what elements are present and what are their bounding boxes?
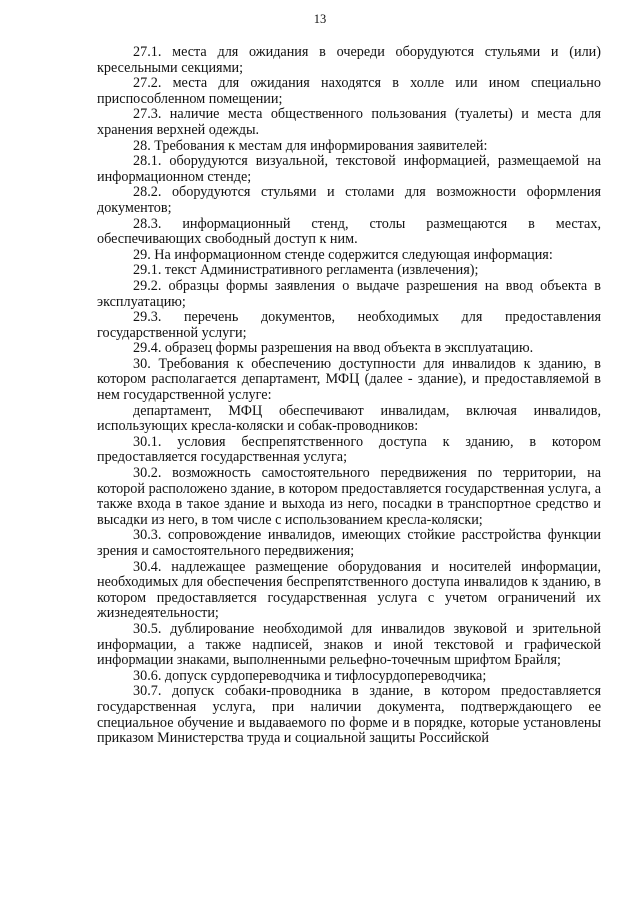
paragraph-30-3: 30.3. сопровождение инвалидов, имеющих стойкие расстройства функции зрения и самостоятельного передвижения; [97, 527, 601, 559]
paragraph-30: 30. Требования к обеспечению доступности для инвалидов к зданию, в котором располагается департамент, МФЦ (далее - здание), и предоставляемой в нем государственной услуге: [97, 355, 601, 404]
paragraph-29: 29. На информационном стенде содержится следующая информация: [133, 246, 553, 263]
paragraph-29-1: 29.1. текст Административного регламента (извлечения); [133, 262, 479, 279]
paragraph-28: 28. Требования к местам для информирования заявителей: [133, 137, 488, 154]
document-body [97, 45, 601, 747]
paragraph-27-3: 27.3. наличие места общественного пользования (туалеты) и места для хранения верхней одежды. [97, 106, 601, 138]
paragraph-28-1: 28.1. оборудуются визуальной, текстовой информацией, размещаемой на информационном стенде; [97, 153, 601, 185]
paragraph-29-3: 29.3. перечень документов, необходимых для предоставления государственной услуги; [97, 309, 601, 341]
paragraph-30-4: 30.4. надлежащее размещение оборудования и носителей информации, необходимых для обеспечения беспрепятственного доступа инвалидов к зданию, в котором предоставляется государственная услуга с учетом ограничений их жизнедеятельности; [97, 558, 601, 622]
paragraph-30-5: 30.5. дублирование необходимой для инвалидов звуковой и зрительной информации, а также надписей, знаков и иной текстовой и графической информации знаками, выполненными рельефно-точечным шрифтом Брайля; [97, 620, 601, 669]
paragraph-30-2: 30.2. возможность самостоятельного передвижения по территории, на которой расположено здание, в котором предоставляется государственная услуга, а также входа в такое здание и выхода из него, посадки в транспортное средство и высадки из него, в том числе с использованием кресла-коляски; [97, 465, 601, 528]
paragraph-30-6: 30.6. допуск сурдопереводчика и тифлосурдопереводчика; [133, 667, 487, 684]
paragraph-27-2: 27.2. места для ожидания находятся в холле или ином специально приспособленном помещении; [97, 75, 601, 107]
page-number: 13 [313, 12, 327, 26]
paragraph-28-2: 28.2. оборудуются стульями и столами для возможности оформления документов; [97, 184, 601, 216]
paragraph-30-1: 30.1. условия беспрепятственного доступа к зданию, в котором предоставляется государственная услуга; [97, 433, 601, 466]
paragraph-30-intro: департамент, МФЦ обеспечивают инвалидам, включая инвалидов, использующих кресла-коляски и собак-проводников: [97, 402, 601, 435]
paragraph-30-7: 30.7. допуск собаки-проводника в здание, в котором предоставляется государственная услуга, при наличии документа, подтверждающего ее специальное обучение и выдаваемого по форме и в порядке, которые установлены приказом Министерства труда и социальной защиты Российской [97, 683, 601, 747]
paragraph-27-1: 27.1. места для ожидания в очереди оборудуются стульями и (или) кресельными секциями; [97, 44, 601, 76]
paragraph-28-3: 28.3. информационный стенд, столы размещаются в местах, обеспечивающих свободный доступ к ним. [97, 215, 601, 248]
paragraph-29-4: 29.4. образец формы разрешения на ввод объекта в эксплуатацию. [133, 340, 534, 357]
paragraph-29-2: 29.2. образцы формы заявления о выдаче разрешения на ввод объекта в эксплуатацию; [97, 277, 601, 310]
